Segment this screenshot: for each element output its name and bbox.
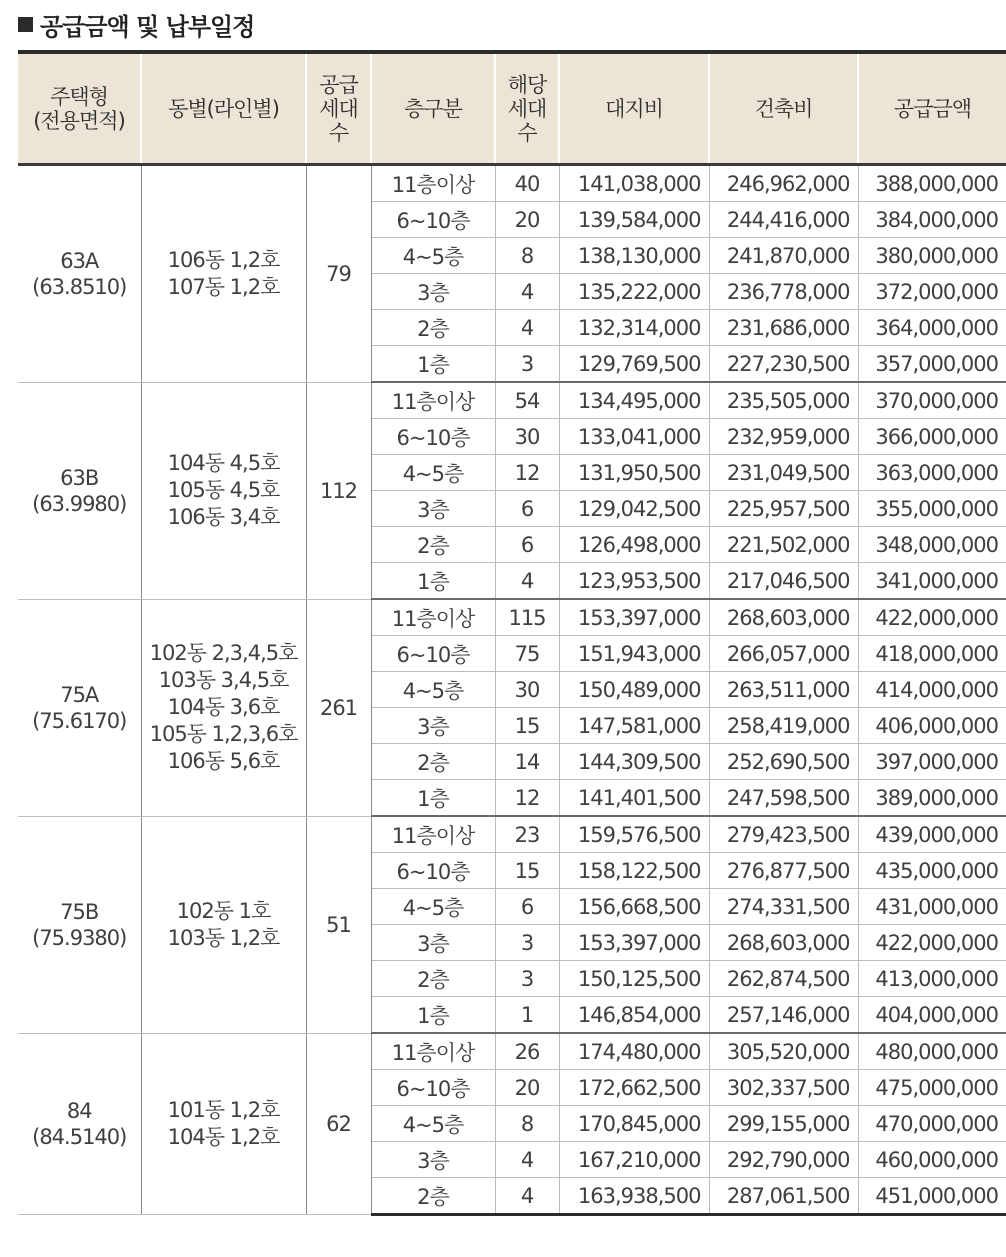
total-price-cell: 406,000,000 [858, 708, 1006, 744]
floor-cell: 3층 [371, 274, 495, 310]
units-cell: 15 [495, 853, 559, 889]
land-cost-cell: 131,950,500 [559, 455, 709, 491]
floor-cell: 1층 [371, 346, 495, 383]
units-cell: 23 [495, 816, 559, 853]
building-cost-cell: 231,049,500 [709, 455, 858, 491]
total-price-cell: 460,000,000 [858, 1142, 1006, 1178]
total-price-cell: 439,000,000 [858, 816, 1006, 853]
units-cell: 54 [495, 382, 559, 419]
building-cost-cell: 246,962,000 [709, 165, 858, 202]
floor-cell: 2층 [371, 744, 495, 780]
units-cell: 20 [495, 1070, 559, 1106]
dong-line: 105동 1,2,3,6호 [149, 722, 298, 746]
table-header-row [18, 54, 1006, 165]
land-cost-cell: 167,210,000 [559, 1142, 709, 1178]
house-type-cell [18, 1033, 141, 1215]
dong-line: 101동 1,2호 [167, 1097, 280, 1122]
house-type-cell [18, 599, 141, 816]
land-cost-cell: 133,041,000 [559, 419, 709, 455]
units-cell: 4 [495, 274, 559, 310]
total-price-cell: 470,000,000 [858, 1106, 1006, 1142]
floor-cell: 2층 [371, 527, 495, 563]
floor-cell: 6~10층 [371, 1070, 495, 1106]
building-cost-cell: 262,874,500 [709, 961, 858, 997]
land-cost-cell: 141,038,000 [559, 165, 709, 202]
header-building-cost: 건축비 [709, 54, 858, 165]
header-units: 해당 세대 수 [495, 54, 559, 165]
total-price-cell: 431,000,000 [858, 889, 1006, 925]
total-price-cell: 451,000,000 [858, 1178, 1006, 1215]
header-supply-units: 공급 세대 수 [306, 54, 371, 165]
total-price-cell: 435,000,000 [858, 853, 1006, 889]
land-cost-cell: 146,854,000 [559, 997, 709, 1034]
floor-cell: 6~10층 [371, 636, 495, 672]
dong-line: 106동 1,2호 [167, 247, 280, 272]
total-price-cell: 404,000,000 [858, 997, 1006, 1034]
total-price-cell: 422,000,000 [858, 599, 1006, 636]
floor-cell: 6~10층 [371, 419, 495, 455]
units-cell: 15 [495, 708, 559, 744]
units-cell: 3 [495, 961, 559, 997]
units-cell: 12 [495, 455, 559, 491]
total-price-cell: 348,000,000 [858, 527, 1006, 563]
land-cost-cell: 138,130,000 [559, 238, 709, 274]
land-cost-cell: 153,397,000 [559, 925, 709, 961]
units-cell: 4 [495, 1142, 559, 1178]
building-cost-cell: 232,959,000 [709, 419, 858, 455]
house-type: 84 [66, 1098, 92, 1123]
dong-line: 106동 3,4호 [167, 505, 280, 529]
floor-cell: 3층 [371, 491, 495, 527]
land-cost-cell: 158,122,500 [559, 853, 709, 889]
exclusive-area: (75.6170) [32, 708, 127, 733]
floor-cell: 11층이상 [371, 382, 495, 419]
floor-cell: 3층 [371, 708, 495, 744]
land-cost-cell: 163,938,500 [559, 1178, 709, 1215]
total-price-cell: 414,000,000 [858, 672, 1006, 708]
dong-line: 104동 1,2호 [167, 1124, 280, 1149]
table-row [18, 816, 1006, 853]
dong-line: 103동 1,2호 [167, 925, 280, 950]
total-price-cell: 475,000,000 [858, 1070, 1006, 1106]
dong-line: 102동 2,3,4,5호 [149, 641, 298, 665]
supply-units-cell: 51 [306, 816, 371, 1033]
building-cost-cell: 244,416,000 [709, 202, 858, 238]
house-type: 75B [60, 899, 99, 924]
units-cell: 6 [495, 889, 559, 925]
header-land-cost: 대지비 [559, 54, 709, 165]
land-cost-cell: 170,845,000 [559, 1106, 709, 1142]
floor-cell: 3층 [371, 1142, 495, 1178]
exclusive-area: (63.9980) [32, 491, 127, 516]
land-cost-cell: 150,125,500 [559, 961, 709, 997]
total-price-cell: 422,000,000 [858, 925, 1006, 961]
total-price-cell: 389,000,000 [858, 780, 1006, 817]
floor-cell: 11층이상 [371, 599, 495, 636]
building-cost-cell: 268,603,000 [709, 599, 858, 636]
total-price-cell: 480,000,000 [858, 1033, 1006, 1070]
building-cost-cell: 276,877,500 [709, 853, 858, 889]
header-house-type: 주택형 (전용면적) [18, 54, 141, 165]
supply-units-cell: 79 [306, 165, 371, 383]
land-cost-cell: 141,401,500 [559, 780, 709, 817]
building-cost-cell: 263,511,000 [709, 672, 858, 708]
building-cost-cell: 268,603,000 [709, 925, 858, 961]
units-cell: 8 [495, 1106, 559, 1142]
dong-line: 103동 3,4,5호 [158, 668, 289, 692]
house-type-cell [18, 382, 141, 599]
floor-cell: 4~5층 [371, 238, 495, 274]
exclusive-area: (63.8510) [32, 274, 127, 299]
price-table [18, 54, 1006, 1216]
dong-cell [141, 816, 306, 1033]
total-price-cell: 413,000,000 [858, 961, 1006, 997]
land-cost-cell: 150,489,000 [559, 672, 709, 708]
total-price-cell: 397,000,000 [858, 744, 1006, 780]
dong-cell [141, 382, 306, 599]
land-cost-cell: 156,668,500 [559, 889, 709, 925]
floor-cell: 1층 [371, 563, 495, 600]
building-cost-cell: 305,520,000 [709, 1033, 858, 1070]
supply-units-cell: 112 [306, 382, 371, 599]
floor-cell: 11층이상 [371, 816, 495, 853]
dong-line: 102동 1호 [176, 898, 271, 923]
building-cost-cell: 236,778,000 [709, 274, 858, 310]
table-row [18, 599, 1006, 636]
building-cost-cell: 225,957,500 [709, 491, 858, 527]
total-price-cell: 388,000,000 [858, 165, 1006, 202]
floor-cell: 1층 [371, 997, 495, 1034]
house-type: 63B [60, 465, 99, 490]
exclusive-area: (75.9380) [32, 925, 127, 950]
total-price-cell: 372,000,000 [858, 274, 1006, 310]
floor-cell: 4~5층 [371, 672, 495, 708]
building-cost-cell: 299,155,000 [709, 1106, 858, 1142]
dong-cell [141, 1033, 306, 1215]
building-cost-cell: 252,690,500 [709, 744, 858, 780]
table-row [18, 165, 1006, 202]
floor-cell: 11층이상 [371, 165, 495, 202]
land-cost-cell: 151,943,000 [559, 636, 709, 672]
land-cost-cell: 129,042,500 [559, 491, 709, 527]
units-cell: 4 [495, 563, 559, 600]
building-cost-cell: 274,331,500 [709, 889, 858, 925]
dong-line: 104동 3,6호 [167, 695, 280, 719]
total-price-cell: 355,000,000 [858, 491, 1006, 527]
total-price-cell: 363,000,000 [858, 455, 1006, 491]
total-price-cell: 366,000,000 [858, 419, 1006, 455]
house-type-cell [18, 816, 141, 1033]
land-cost-cell: 172,662,500 [559, 1070, 709, 1106]
supply-units-cell: 261 [306, 599, 371, 816]
units-cell: 4 [495, 1178, 559, 1215]
dong-line: 105동 4,5호 [167, 478, 280, 502]
land-cost-cell: 144,309,500 [559, 744, 709, 780]
floor-cell: 4~5층 [371, 455, 495, 491]
square-bullet-icon [18, 17, 33, 32]
floor-cell: 2층 [371, 310, 495, 346]
exclusive-area: (84.5140) [32, 1124, 127, 1149]
total-price-cell: 370,000,000 [858, 382, 1006, 419]
floor-cell: 6~10층 [371, 853, 495, 889]
total-price-cell: 380,000,000 [858, 238, 1006, 274]
total-price-cell: 357,000,000 [858, 346, 1006, 383]
building-cost-cell: 231,686,000 [709, 310, 858, 346]
floor-cell: 6~10층 [371, 202, 495, 238]
land-cost-cell: 126,498,000 [559, 527, 709, 563]
building-cost-cell: 287,061,500 [709, 1178, 858, 1215]
units-cell: 40 [495, 165, 559, 202]
units-cell: 4 [495, 310, 559, 346]
dong-line: 106동 5,6호 [167, 749, 280, 773]
units-cell: 30 [495, 419, 559, 455]
table-body [18, 165, 1006, 1215]
table-row [18, 382, 1006, 419]
building-cost-cell: 279,423,500 [709, 816, 858, 853]
units-cell: 3 [495, 346, 559, 383]
land-cost-cell: 153,397,000 [559, 599, 709, 636]
units-cell: 1 [495, 997, 559, 1034]
land-cost-cell: 147,581,000 [559, 708, 709, 744]
land-cost-cell: 132,314,000 [559, 310, 709, 346]
building-cost-cell: 247,598,500 [709, 780, 858, 817]
building-cost-cell: 221,502,000 [709, 527, 858, 563]
building-cost-cell: 227,230,500 [709, 346, 858, 383]
supply-units-cell: 62 [306, 1033, 371, 1215]
header-dong: 동별(라인별) [141, 54, 306, 165]
floor-cell: 4~5층 [371, 1106, 495, 1142]
building-cost-cell: 257,146,000 [709, 997, 858, 1034]
building-cost-cell: 302,337,500 [709, 1070, 858, 1106]
floor-cell: 11층이상 [371, 1033, 495, 1070]
header-floor: 층구분 [371, 54, 495, 165]
section-title [18, 6, 254, 42]
floor-cell: 1층 [371, 780, 495, 817]
units-cell: 6 [495, 491, 559, 527]
house-type: 75A [60, 682, 99, 707]
land-cost-cell: 139,584,000 [559, 202, 709, 238]
total-price-cell: 341,000,000 [858, 563, 1006, 600]
total-price-cell: 418,000,000 [858, 636, 1006, 672]
building-cost-cell: 241,870,000 [709, 238, 858, 274]
building-cost-cell: 266,057,000 [709, 636, 858, 672]
floor-cell: 4~5층 [371, 889, 495, 925]
price-table-container [18, 50, 1006, 1216]
section-title-text: 공급금액 및 납부일정 [40, 12, 255, 41]
units-cell: 3 [495, 925, 559, 961]
land-cost-cell: 123,953,500 [559, 563, 709, 600]
building-cost-cell: 235,505,000 [709, 382, 858, 419]
land-cost-cell: 159,576,500 [559, 816, 709, 853]
units-cell: 14 [495, 744, 559, 780]
land-cost-cell: 174,480,000 [559, 1033, 709, 1070]
land-cost-cell: 135,222,000 [559, 274, 709, 310]
units-cell: 12 [495, 780, 559, 817]
building-cost-cell: 292,790,000 [709, 1142, 858, 1178]
units-cell: 26 [495, 1033, 559, 1070]
floor-cell: 2층 [371, 961, 495, 997]
units-cell: 20 [495, 202, 559, 238]
building-cost-cell: 258,419,000 [709, 708, 858, 744]
total-price-cell: 384,000,000 [858, 202, 1006, 238]
units-cell: 8 [495, 238, 559, 274]
land-cost-cell: 134,495,000 [559, 382, 709, 419]
units-cell: 6 [495, 527, 559, 563]
building-cost-cell: 217,046,500 [709, 563, 858, 600]
header-total-price: 공급금액 [858, 54, 1006, 165]
units-cell: 75 [495, 636, 559, 672]
house-type: 63A [60, 248, 99, 273]
units-cell: 30 [495, 672, 559, 708]
dong-cell [141, 165, 306, 383]
floor-cell: 3층 [371, 925, 495, 961]
dong-cell [141, 599, 306, 816]
dong-line: 107동 1,2호 [167, 274, 280, 299]
land-cost-cell: 129,769,500 [559, 346, 709, 383]
total-price-cell: 364,000,000 [858, 310, 1006, 346]
table-row [18, 1033, 1006, 1070]
house-type-cell [18, 165, 141, 383]
units-cell: 115 [495, 599, 559, 636]
dong-line: 104동 4,5호 [167, 451, 280, 475]
floor-cell: 2층 [371, 1178, 495, 1215]
